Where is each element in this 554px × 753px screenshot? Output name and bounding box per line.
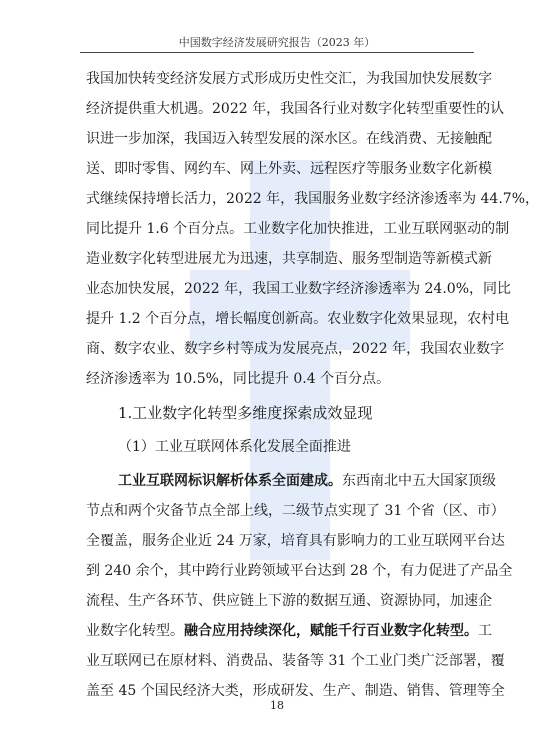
section-heading: 1.工业数字化转型多维度探索成效显现 <box>118 404 373 422</box>
body-line: 盖至 45 个国民经济大类，形成研发、生产、制造、销售、管理等全 <box>86 683 505 699</box>
body-line: 识进一步加深，我国迈入转型发展的深水区。在线消费、无接触配 <box>86 131 492 147</box>
body-line: 业互联网已在原材料、消费品、装备等 31 个工业门类广泛部署，覆 <box>86 653 505 669</box>
body-line: 造业数字化转型进展尤为迅速，共享制造、服务型制造等新模式新 <box>86 251 492 267</box>
subsection-heading: （1）工业互联网体系化发展全面推进 <box>118 439 351 455</box>
body-line-mixed <box>86 616 492 646</box>
page-number: 18 <box>270 699 284 712</box>
body-line: 经济提供重大机遇。2022 年，我国各行业对数字化转型重要性的认 <box>86 101 505 117</box>
body-line: 商、数字农业、数字乡村等成为发展亮点，2022 年，我国农业数字 <box>86 341 505 357</box>
body-line: 提升 1.2 个百分点，增长幅度创新高。农业数字化效果显现，农村电 <box>86 311 510 327</box>
body-line: 业态加快发展，2022 年，我国工业数字经济渗透率为 24.0%，同比 <box>86 281 512 297</box>
running-header: 中国数字经济发展研究报告（2023 年） <box>178 36 376 49</box>
body-line: 送、即时零售、网约车、网上外卖、远程医疗等服务业数字化新模 <box>86 161 492 177</box>
body-line: 我国加快转变经济发展方式形成历史性交汇，为我国加快发展数字 <box>86 71 492 87</box>
body-line: 到 240 余个，其中跨行业跨领域平台达到 28 个，有力促进了产品全 <box>86 563 513 579</box>
body-text: 东西南北中五大国家顶级 <box>342 473 496 489</box>
body-line: 同比提升 1.6 个百分点。工业数字化加快推进，工业互联网驱动的制 <box>86 221 510 237</box>
body-line: 节点和两个灾备节点全部上线，二级节点实现了 31 个省（区、市） <box>86 503 505 519</box>
body-line: 经济渗透率为 10.5%，同比提升 0.4 个百分点。 <box>86 371 391 387</box>
body-line: 流程、生产各环节、供应链上下游的数据互通、资源协同，加速企 <box>86 593 492 609</box>
body-text: 业数字化转型。 <box>86 623 184 639</box>
paragraph-first-line <box>118 466 496 496</box>
bold-lead: 工业互联网标识解析体系全面建成。 <box>118 473 342 489</box>
body-line: 全覆盖，服务企业近 24 万家，培育具有影响力的工业互联网平台达 <box>86 533 505 549</box>
body-line: 式继续保持增长活力，2022 年，我国服务业数字经济渗透率为 44.7%， <box>86 191 540 207</box>
header-rule <box>80 52 474 53</box>
body-text: 工 <box>478 623 492 639</box>
bold-lead: 融合应用持续深化，赋能千行百业数字化转型。 <box>184 623 478 639</box>
